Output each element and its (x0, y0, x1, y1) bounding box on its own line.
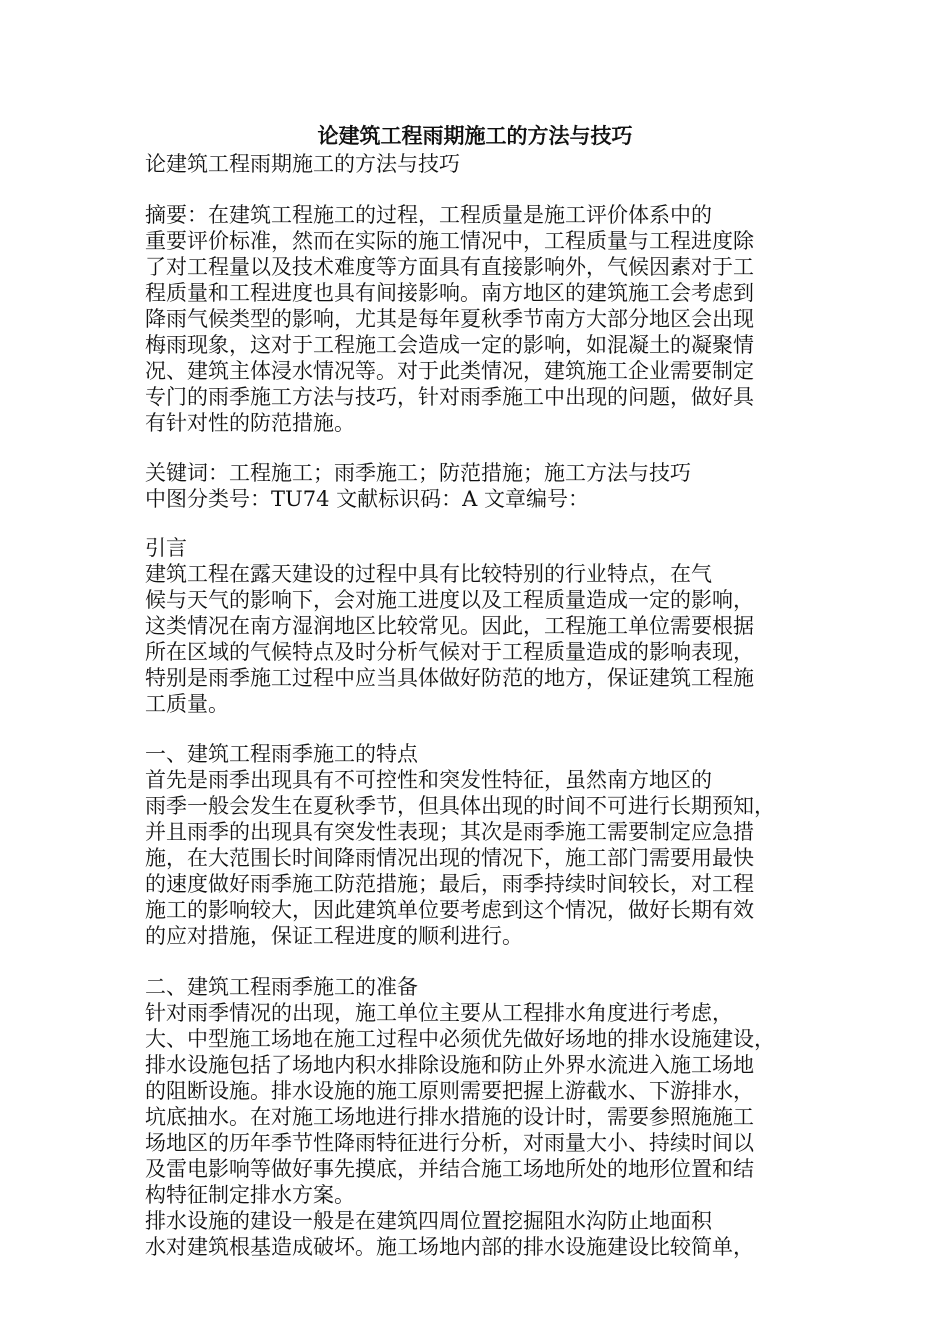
body-line: 排水设施包括了场地内积水排除设施和防止外界水流进入施工场地 (145, 1053, 754, 1077)
abstract-line: 重要评价标准，然而在实际的施工情况中，工程质量与工程进度除 (145, 229, 754, 253)
body-line: 排水设施的建设一般是在建筑四周位置挖掘阻水沟防止地面积 (145, 1209, 712, 1233)
body-line: 针对雨季情况的出现，施工单位主要从工程排水角度进行考虑， (145, 1001, 733, 1025)
body-line: 这类情况在南方湿润地区比较常见。因此，工程施工单位需要根据 (145, 614, 754, 638)
subtitle-line: 论建筑工程雨期施工的方法与技巧 (145, 152, 460, 176)
classification-line: 中图分类号：TU74 文献标识码：A 文章编号： (145, 487, 589, 511)
body-line: 及雷电影响等做好事先摸底，并结合施工场地所处的地形位置和结 (145, 1157, 754, 1181)
body-line: 施，在大范围长时间降雨情况出现的情况下，施工部门需要用最快 (145, 846, 754, 870)
body-line: 的阻断设施。排水设施的施工原则需要把握上游截水、下游排水， (145, 1079, 754, 1103)
body-line: 建筑工程在露天建设的过程中具有比较特别的行业特点，在气 (145, 562, 712, 586)
body-line: 坑底抽水。在对施工场地进行排水措施的设计时，需要参照施施工 (145, 1105, 754, 1129)
body-line: 施工的影响较大，因此建筑单位要考虑到这个情况，做好长期有效 (145, 898, 754, 922)
body-line: 所在区域的气候特点及时分析气候对于工程质量造成的影响表现， (145, 640, 754, 664)
abstract-line: 况、建筑主体浸水情况等。对于此类情况，建筑施工企业需要制定 (145, 359, 754, 383)
abstract-line: 梅雨现象，这对于工程施工会造成一定的影响，如混凝土的凝聚情 (145, 333, 754, 357)
abstract-line: 专门的雨季施工方法与技巧，针对雨季施工中出现的问题，做好具 (145, 385, 754, 409)
body-line: 特别是雨季施工过程中应当具体做好防范的地方，保证建筑工程施 (145, 666, 754, 690)
body-line: 首先是雨季出现具有不可控性和突发性特征，虽然南方地区的 (145, 768, 712, 792)
document-title: 论建筑工程雨期施工的方法与技巧 (317, 123, 633, 148)
keywords-line: 关键词：工程施工；雨季施工；防范措施；施工方法与技巧 (145, 461, 691, 485)
body-line: 水对建筑根基造成破坏。施工场地内部的排水设施建设比较简单， (145, 1235, 754, 1259)
section-heading: 引言 (145, 536, 187, 560)
body-line: 的速度做好雨季施工防范措施；最后，雨季持续时间较长，对工程 (145, 872, 754, 896)
abstract-line: 摘要：在建筑工程施工的过程，工程质量是施工评价体系中的 (145, 203, 712, 227)
body-line: 并且雨季的出现具有突发性表现；其次是雨季施工需要制定应急措 (145, 820, 754, 844)
body-line: 大、中型施工场地在施工过程中必须优先做好场地的排水设施建设， (145, 1027, 775, 1051)
abstract-line: 有针对性的防范措施。 (145, 411, 355, 435)
body-line: 的应对措施，保证工程进度的顺利进行。 (145, 924, 523, 948)
abstract-line: 了对工程量以及技术难度等方面具有直接影响外，气候因素对于工 (145, 255, 754, 279)
body-line: 雨季一般会发生在夏秋季节，但具体出现的时间不可进行长期预知， (145, 794, 775, 818)
body-line: 候与天气的影响下，会对施工进度以及工程质量造成一定的影响， (145, 588, 754, 612)
body-line: 场地区的历年季节性降雨特征进行分析，对雨量大小、持续时间以 (145, 1131, 754, 1155)
section-heading: 二、建筑工程雨季施工的准备 (145, 975, 418, 999)
body-line: 构特征制定排水方案。 (145, 1183, 355, 1207)
body-line: 工质量。 (145, 692, 229, 716)
abstract-line: 降雨气候类型的影响，尤其是每年夏秋季节南方大部分地区会出现 (145, 307, 754, 331)
section-heading: 一、建筑工程雨季施工的特点 (145, 742, 418, 766)
abstract-line: 程质量和工程进度也具有间接影响。南方地区的建筑施工会考虑到 (145, 281, 754, 305)
